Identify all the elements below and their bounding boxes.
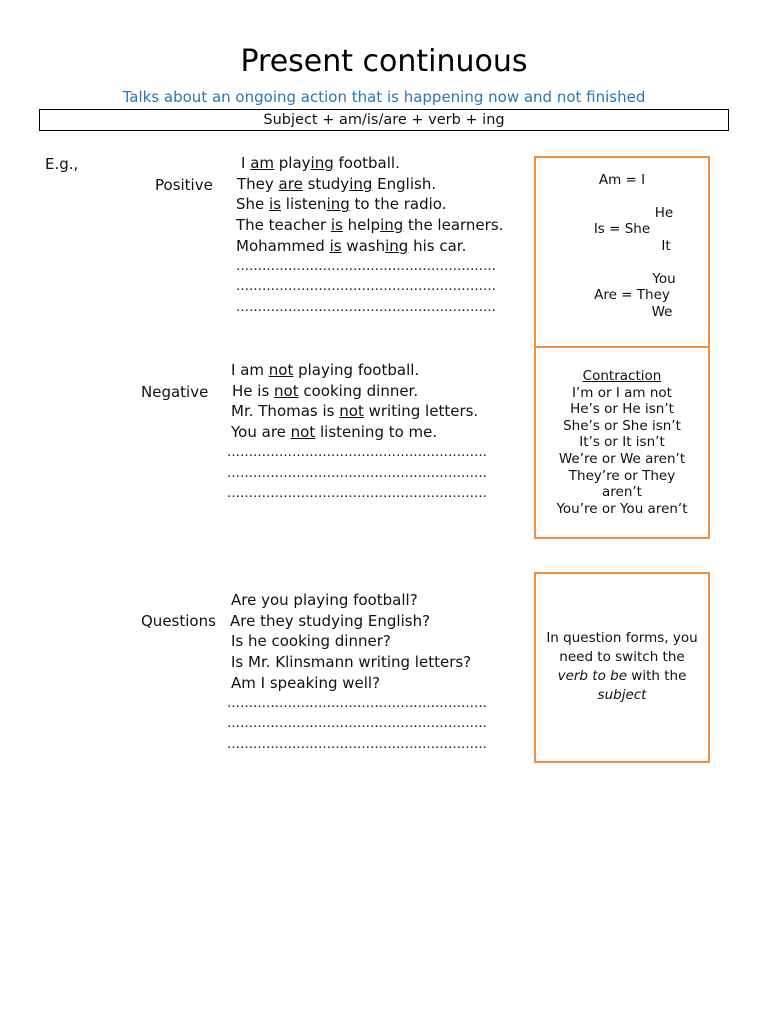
contraction-row: It’s or It isn’t — [579, 434, 665, 450]
negative-line: He is not cooking dinner. — [232, 381, 419, 400]
question-examples — [227, 590, 487, 756]
negative-line: Mr. Thomas is not writing letters. — [231, 402, 479, 421]
verb-to-be-box — [534, 156, 710, 348]
answer-line[interactable]: …………………………………………………… — [227, 444, 487, 460]
he-text: He — [654, 205, 674, 221]
answer-line[interactable]: …………………………………………………… — [227, 465, 487, 481]
answer-line[interactable]: …………………………………………………… — [236, 299, 496, 315]
are-they-text: Are = They — [594, 287, 670, 303]
questions-label: Questions — [141, 612, 216, 630]
positive-label: Positive — [155, 176, 213, 194]
positive-examples — [236, 153, 503, 319]
contraction-heading: Contraction — [582, 368, 662, 384]
question-line: Am I speaking well? — [231, 673, 381, 692]
we-text: We — [651, 304, 673, 320]
am-i-text: Am = I — [598, 172, 646, 188]
page-title: Present continuous — [240, 44, 528, 79]
answer-line[interactable]: …………………………………………………… — [227, 736, 487, 752]
answer-line[interactable]: …………………………………………………… — [227, 716, 487, 732]
question-line: Are they studying English? — [230, 611, 431, 630]
negative-line: I am not playing football. — [231, 361, 420, 379]
it-text: It — [661, 238, 671, 254]
positive-line: She is listening to the radio. — [236, 195, 447, 214]
question-line: Is Mr. Klinsmann writing letters? — [231, 653, 472, 672]
positive-line: Mohammed is washing his car. — [236, 236, 467, 255]
contraction-row: We’re or We aren’t — [558, 451, 686, 467]
negative-line: You are not listening to me. — [231, 423, 438, 442]
negative-label: Negative — [141, 383, 209, 401]
answer-line[interactable]: …………………………………………………… — [227, 695, 487, 711]
contraction-row: He’s or He isn’t — [570, 401, 674, 417]
contraction-row: You’re or You aren’t — [556, 501, 688, 517]
question-line: Is he cooking dinner? — [231, 632, 391, 651]
contraction-box — [534, 346, 710, 539]
answer-line[interactable]: …………………………………………………… — [227, 486, 487, 502]
eg-label: E.g., — [45, 155, 79, 173]
tip-line: In question forms, you — [546, 630, 698, 646]
tip-line: need to switch the — [559, 649, 685, 665]
question-tip-box — [534, 572, 710, 763]
answer-line[interactable]: …………………………………………………… — [236, 279, 496, 295]
negative-examples — [227, 360, 487, 505]
contraction-row: They’re or They — [568, 468, 676, 484]
contraction-row: I’m or I am not — [572, 385, 672, 401]
positive-line: I am playing football. — [241, 154, 400, 172]
formula-box: Subject + am/is/are + verb + ing — [39, 109, 729, 131]
tip-line: subject — [597, 687, 647, 703]
question-line: Are you playing football? — [231, 591, 418, 609]
contraction-row: aren’t — [602, 484, 642, 500]
is-she-text: Is = She — [593, 221, 651, 237]
tip-line: verb to be with the — [557, 668, 687, 684]
you-text: You — [652, 271, 676, 287]
answer-line[interactable]: …………………………………………………… — [236, 258, 496, 274]
contraction-row: She’s or She isn’t — [563, 418, 681, 434]
positive-line: They are studying English. — [237, 174, 437, 193]
positive-line: The teacher is helping the learners. — [236, 216, 504, 235]
subtitle: Talks about an ongoing action that is happening now and not finished — [122, 88, 646, 106]
